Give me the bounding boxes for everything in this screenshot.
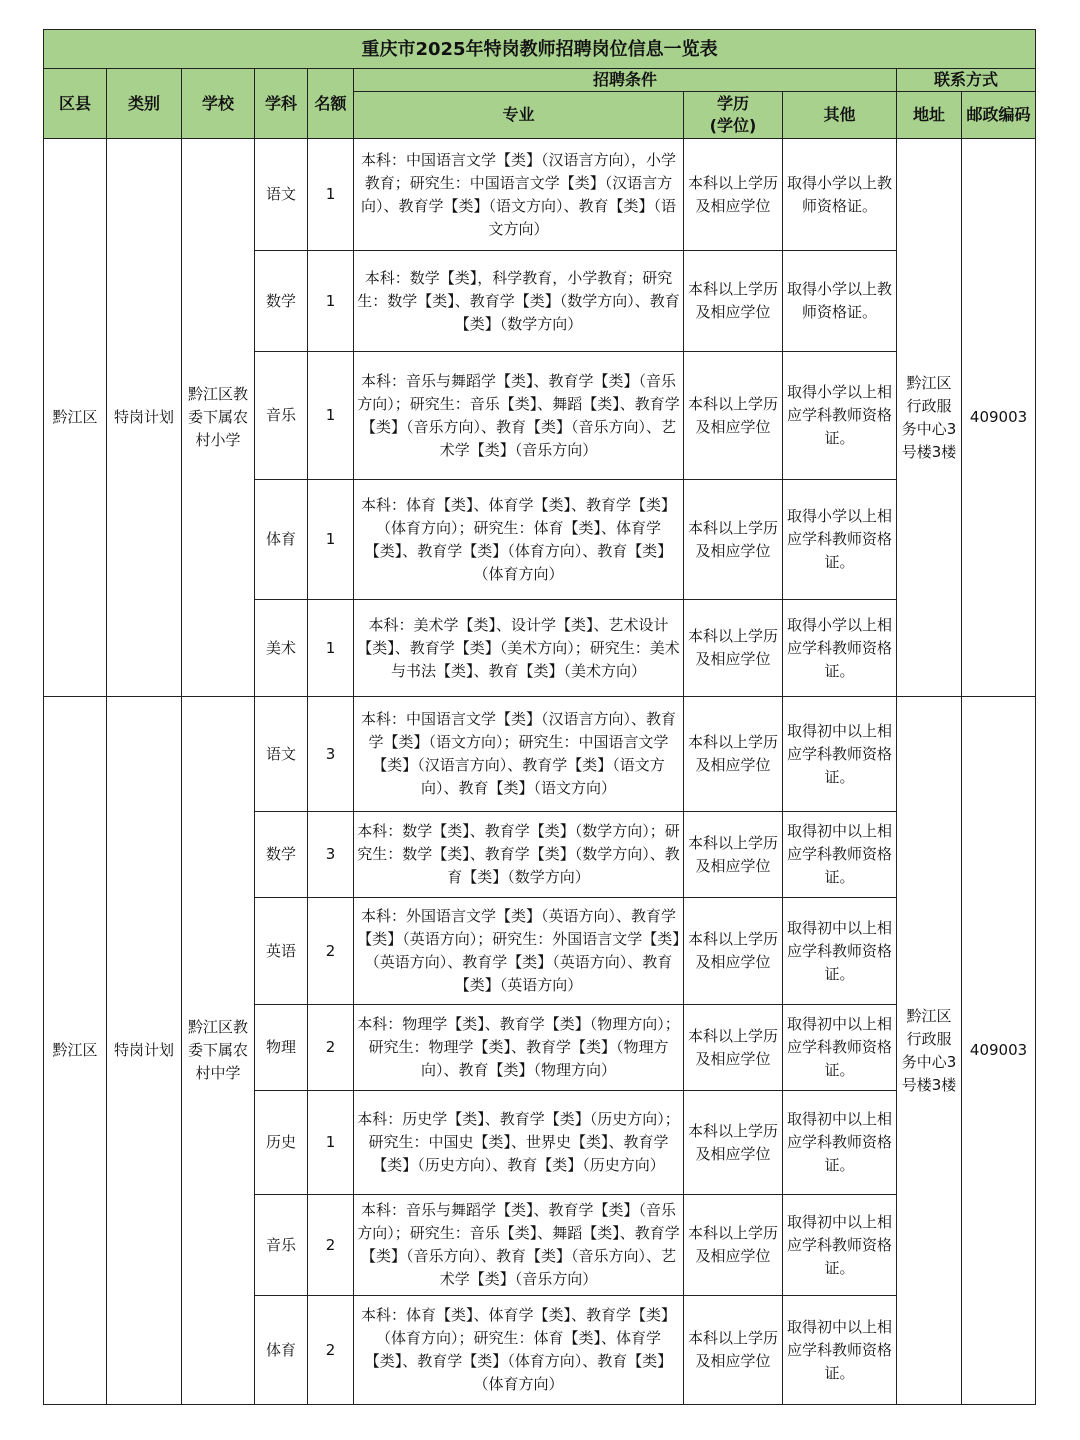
subject-cell: 音乐 — [255, 1195, 308, 1296]
postcode-cell: 409003 — [962, 697, 1036, 1405]
subject-cell: 美术 — [255, 600, 308, 697]
header-contact: 联系方式 — [897, 69, 1036, 92]
header-conditions: 招聘条件 — [354, 69, 897, 92]
other-cell: 取得初中以上相应学科教师资格证。 — [783, 697, 897, 812]
other-cell: 取得小学以上教师资格证。 — [783, 139, 897, 251]
postcode-cell: 409003 — [962, 139, 1036, 697]
header-education-line1: 学历 — [716, 94, 749, 113]
quota-cell: 1 — [308, 1091, 354, 1195]
education-cell: 本科以上学历及相应学位 — [684, 1091, 783, 1195]
subject-cell: 数学 — [255, 251, 308, 352]
education-cell: 本科以上学历及相应学位 — [684, 697, 783, 812]
other-cell: 取得小学以上相应学科教师资格证。 — [783, 600, 897, 697]
header-quota: 名额 — [308, 69, 354, 139]
quota-cell: 2 — [308, 1195, 354, 1296]
address-cell: 黔江区行政服务中心3号楼3楼 — [897, 697, 962, 1405]
quota-cell: 1 — [308, 600, 354, 697]
quota-cell: 2 — [308, 1005, 354, 1091]
other-cell: 取得小学以上教师资格证。 — [783, 251, 897, 352]
header-education — [684, 92, 783, 139]
education-cell: 本科以上学历及相应学位 — [684, 1195, 783, 1296]
quota-cell: 2 — [308, 898, 354, 1005]
subject-cell: 物理 — [255, 1005, 308, 1091]
header-major: 专业 — [354, 92, 684, 139]
header-education-line2: (学位) — [709, 116, 757, 135]
subject-cell: 历史 — [255, 1091, 308, 1195]
category-cell: 特岗计划 — [107, 139, 182, 697]
other-cell: 取得小学以上相应学科教师资格证。 — [783, 480, 897, 600]
education-cell: 本科以上学历及相应学位 — [684, 139, 783, 251]
other-cell: 取得初中以上相应学科教师资格证。 — [783, 1195, 897, 1296]
subject-cell: 英语 — [255, 898, 308, 1005]
major-cell: 本科：中国语言文学【类】（汉语言方向）、教育学【类】（语文方向）；研究生：中国语言文学【类】（汉语言方向）、教育学【类】（语文方向）、教育【类】（语文方向） — [354, 697, 684, 812]
major-cell: 本科：外国语言文学【类】（英语方向）、教育学【类】（英语方向）；研究生：外国语言文学【类】（英语方向）、教育学【类】（英语方向）、教育【类】（英语方向） — [354, 898, 684, 1005]
major-cell: 本科：美术学【类】、设计学【类】、艺术设计【类】、教育学【类】（美术方向）；研究生：美术与书法【类】、教育【类】（美术方向） — [354, 600, 684, 697]
quota-cell: 1 — [308, 251, 354, 352]
quota-cell: 3 — [308, 697, 354, 812]
other-cell: 取得小学以上相应学科教师资格证。 — [783, 352, 897, 480]
major-cell: 本科：体育【类】、体育学【类】、教育学【类】（体育方向）；研究生：体育【类】、体育学【类】、教育学【类】（体育方向）、教育【类】（体育方向） — [354, 480, 684, 600]
education-cell: 本科以上学历及相应学位 — [684, 1296, 783, 1405]
table-row — [44, 697, 1036, 812]
education-cell: 本科以上学历及相应学位 — [684, 251, 783, 352]
education-cell: 本科以上学历及相应学位 — [684, 600, 783, 697]
major-cell: 本科：中国语言文学【类】（汉语言方向），小学教育；研究生：中国语言文学【类】（汉语言方向）、教育学【类】（语文方向）、教育【类】（语文方向） — [354, 139, 684, 251]
school-cell: 黔江区教委下属农村中学 — [182, 697, 255, 1405]
subject-cell: 体育 — [255, 1296, 308, 1405]
education-cell: 本科以上学历及相应学位 — [684, 352, 783, 480]
major-cell: 本科：数学【类】，科学教育，小学教育；研究生：数学【类】、教育学【类】（数学方向）、教育【类】（数学方向） — [354, 251, 684, 352]
subject-cell: 音乐 — [255, 352, 308, 480]
major-cell: 本科：数学【类】、教育学【类】（数学方向）；研究生：数学【类】、教育学【类】（数学方向）、教育【类】（数学方向） — [354, 812, 684, 898]
table-row — [44, 139, 1036, 251]
major-cell: 本科：音乐与舞蹈学【类】、教育学【类】（音乐方向）；研究生：音乐【类】、舞蹈【类】、教育学【类】（音乐方向）、教育【类】（音乐方向）、艺术学【类】（音乐方向） — [354, 1195, 684, 1296]
address-cell: 黔江区行政服务中心3号楼3楼 — [897, 139, 962, 697]
other-cell: 取得初中以上相应学科教师资格证。 — [783, 1005, 897, 1091]
subject-cell: 语文 — [255, 697, 308, 812]
education-cell: 本科以上学历及相应学位 — [684, 898, 783, 1005]
major-cell: 本科：音乐与舞蹈学【类】、教育学【类】（音乐方向）；研究生：音乐【类】、舞蹈【类】、教育学【类】（音乐方向）、教育【类】（音乐方向）、艺术学【类】（音乐方向） — [354, 352, 684, 480]
school-cell: 黔江区教委下属农村小学 — [182, 139, 255, 697]
quota-cell: 2 — [308, 1296, 354, 1405]
district-cell: 黔江区 — [44, 139, 107, 697]
header-school: 学校 — [182, 69, 255, 139]
education-cell: 本科以上学历及相应学位 — [684, 1005, 783, 1091]
subject-cell: 数学 — [255, 812, 308, 898]
district-cell: 黔江区 — [44, 697, 107, 1405]
other-cell: 取得初中以上相应学科教师资格证。 — [783, 1296, 897, 1405]
recruitment-table — [43, 29, 1036, 1405]
category-cell: 特岗计划 — [107, 697, 182, 1405]
header-address: 地址 — [897, 92, 962, 139]
major-cell: 本科：物理学【类】、教育学【类】（物理方向）；研究生：物理学【类】、教育学【类】（物理方向）、教育【类】（物理方向） — [354, 1005, 684, 1091]
header-subject: 学科 — [255, 69, 308, 139]
header-category: 类别 — [107, 69, 182, 139]
other-cell: 取得初中以上相应学科教师资格证。 — [783, 898, 897, 1005]
other-cell: 取得初中以上相应学科教师资格证。 — [783, 1091, 897, 1195]
quota-cell: 1 — [308, 480, 354, 600]
table-title: 重庆市2025年特岗教师招聘岗位信息一览表 — [44, 30, 1036, 69]
header-other: 其他 — [783, 92, 897, 139]
subject-cell: 体育 — [255, 480, 308, 600]
quota-cell: 1 — [308, 139, 354, 251]
header-postcode: 邮政编码 — [962, 92, 1036, 139]
quota-cell: 1 — [308, 352, 354, 480]
education-cell: 本科以上学历及相应学位 — [684, 480, 783, 600]
quota-cell: 3 — [308, 812, 354, 898]
education-cell: 本科以上学历及相应学位 — [684, 812, 783, 898]
subject-cell: 语文 — [255, 139, 308, 251]
major-cell: 本科：体育【类】、体育学【类】、教育学【类】（体育方向）；研究生：体育【类】、体育学【类】、教育学【类】（体育方向）、教育【类】（体育方向） — [354, 1296, 684, 1405]
major-cell: 本科：历史学【类】、教育学【类】（历史方向）；研究生：中国史【类】、世界史【类】、教育学【类】（历史方向）、教育【类】（历史方向） — [354, 1091, 684, 1195]
header-district: 区县 — [44, 69, 107, 139]
other-cell: 取得初中以上相应学科教师资格证。 — [783, 812, 897, 898]
